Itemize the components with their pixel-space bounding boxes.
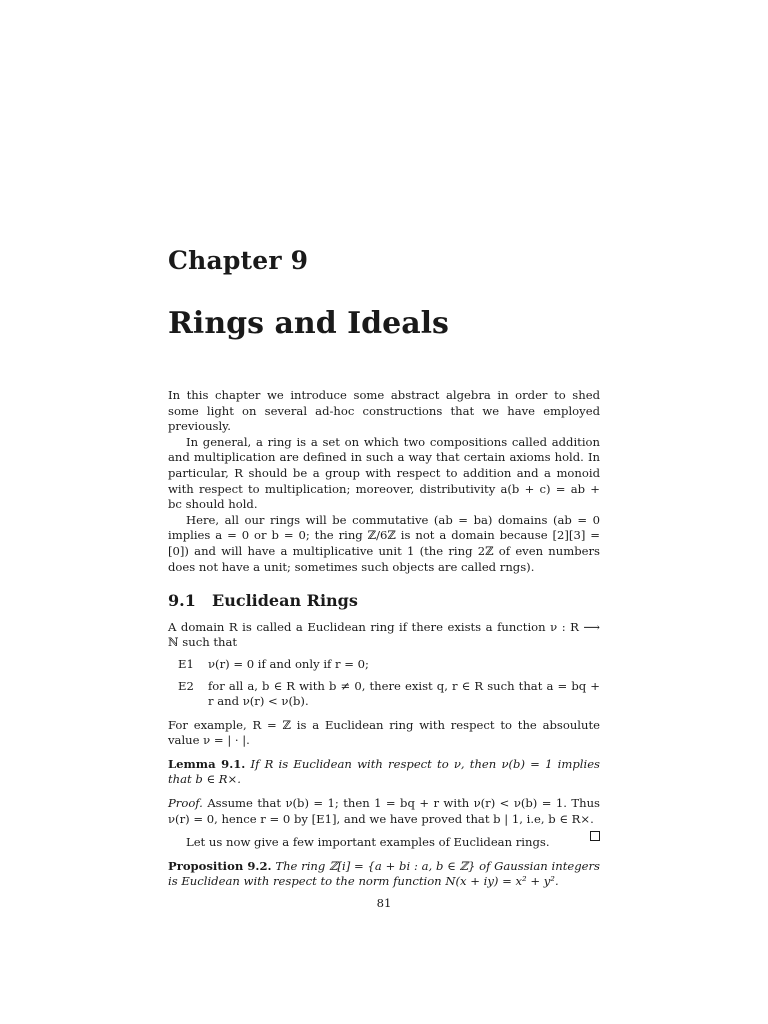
axiom-tag: E2 [178, 678, 194, 693]
page-body [168, 388, 600, 890]
lemma-label: Lemma 9.1. [168, 756, 246, 771]
proof [168, 796, 600, 827]
definition-text: A domain R is called a Euclidean ring if there exists a function ν : R ⟶ ℕ such that [168, 619, 600, 650]
proof-text: Assume that ν(b) = 1; then 1 = bq + r with ν(r) < ν(b) = 1. Thus ν(r) = 0, hence r = 0 by [E1], and we have proved that b | 1, i.e, b ∈ R×. [168, 796, 600, 826]
page-number: 81 [376, 896, 392, 910]
axiom-tag: E1 [178, 656, 194, 671]
proposition-statement: The ring ℤ[i] = {a + bi : a, b ∈ ℤ} of Gaussian integers is Euclidean with respect to the norm function N(x + iy) = x² + y². [168, 858, 600, 889]
lemma-statement: If R is Euclidean with respect to ν, then ν(b) = 1 implies that b ∈ R×. [168, 756, 601, 787]
proof-label: Proof. [168, 796, 203, 811]
chapter-title: Rings and Ideals [168, 306, 449, 341]
section-number: 9.1 [168, 591, 196, 611]
example-paragraph: For example, R = ℤ is a Euclidean ring with respect to the absoulute value ν = | · |. [168, 717, 600, 748]
section-title: Euclidean Rings [212, 591, 358, 611]
proposition-label: Proposition 9.2. [168, 858, 272, 873]
intro-paragraph-3: Here, all our rings will be commutative (ab = ba) domains (ab = 0 implies a = 0 or b = 0; the ring ℤ/6ℤ is not a domain because [2][3] = [0]) and will have a multiplicative unit 1 (the ring 2ℤ of even numbers does not have a unit; sometimes such objects are called rngs). [168, 512, 600, 574]
chapter-label: Chapter 9 [168, 246, 309, 275]
section-heading [168, 593, 600, 609]
intro-paragraph-1: In this chapter we introduce some abstract algebra in order to shed some light on several ad-hoc constructions that we have employed previously. [168, 388, 600, 434]
lemma [168, 757, 600, 788]
transition-paragraph: Let us now give a few important examples of Euclidean rings. [186, 835, 550, 850]
axiom-item [168, 679, 600, 710]
axiom-text: ν(r) = 0 if and only if r = 0; [208, 656, 369, 671]
axiom-item [168, 657, 600, 673]
proposition [168, 859, 600, 890]
qed-box-icon [590, 831, 600, 841]
intro-paragraph-2: In general, a ring is a set on which two compositions called addition and multiplication are defined in such a way that certain axioms hold. In particular, R should be a group with respect to addition and a monoid with respect to multiplication; moreover, distributivity a(b + c) = ab + bc should hold. [168, 434, 600, 512]
axiom-text: for all a, b ∈ R with b ≠ 0, there exist q, r ∈ R such that a = bq + r and ν(r) < ν(b). [208, 678, 600, 709]
